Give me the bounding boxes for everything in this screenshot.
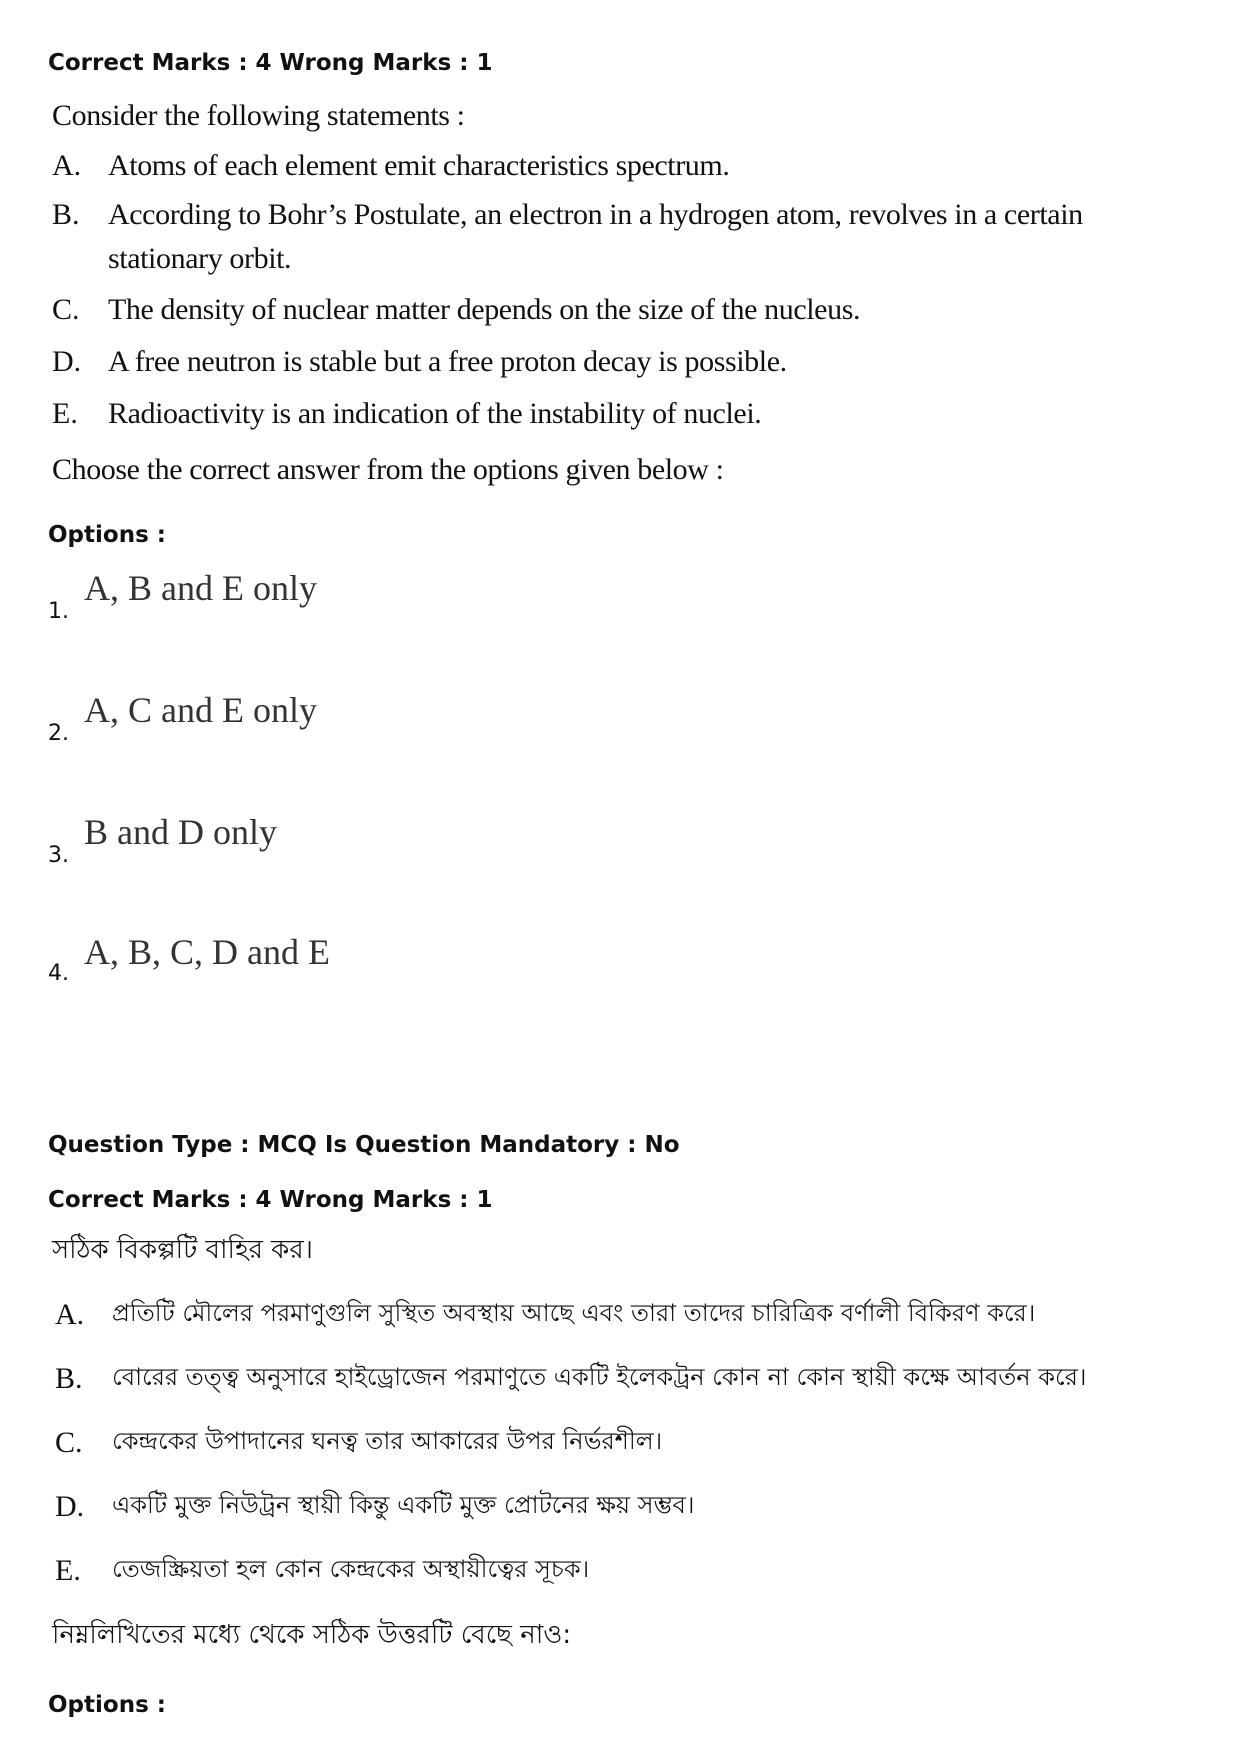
statement-letter: A. xyxy=(52,149,82,182)
marks-line: Correct Marks : 4 Wrong Marks : 1 xyxy=(48,1187,493,1213)
statement-letter: E. xyxy=(55,1554,81,1587)
choose-instruction: Choose the correct answer from the options given below : xyxy=(52,453,724,486)
option-text: A, B and E only xyxy=(84,568,317,608)
statement-letter: D. xyxy=(52,345,82,378)
statement-text-continued: stationary orbit. xyxy=(108,242,292,275)
option-number: 1. xyxy=(48,599,69,624)
statement-text: প্রতিটি মৌলের পরমাণুগুলি সুস্থিত অবস্থায় আছে এবং তারা তাদের চারিত্রিক বর্ণালী বিকিরণ করে। xyxy=(112,1299,1036,1327)
statement-letter: C. xyxy=(55,1426,83,1459)
marks-line: Correct Marks : 4 Wrong Marks : 1 xyxy=(48,50,493,76)
option-text: B and D only xyxy=(84,812,277,852)
option-number: 4. xyxy=(48,961,69,986)
statement-letter: B. xyxy=(52,198,80,231)
statement-letter: C. xyxy=(52,293,80,326)
options-label: Options : xyxy=(48,522,166,548)
statement-text: একটি মুক্ত নিউট্রন স্থায়ী কিন্তু একটি মুক্ত প্রোটনের ক্ষয় সম্ভব। xyxy=(112,1491,695,1519)
question-intro: Consider the following statements : xyxy=(52,99,465,132)
statement-text: বোরের তত্ত্ব অনুসারে হাইড্রোজেন পরমাণুতে একটি ইলেকট্রন কোন না কোন স্থায়ী কক্ষে আবর্তন করে। xyxy=(112,1363,1087,1391)
option-text: A, C and E only xyxy=(84,690,317,730)
option-number: 3. xyxy=(48,843,69,868)
choose-instruction-bengali: নিম্নলিখিতের মধ্যে থেকে সঠিক উত্তরটি বেছে নাও: xyxy=(52,1620,572,1650)
statement-text: The density of nuclear matter depends on the size of the nucleus. xyxy=(108,293,861,326)
statement-text: Atoms of each element emit characteristics spectrum. xyxy=(108,149,730,182)
option-number: 2. xyxy=(48,721,69,746)
question-type-line: Question Type : MCQ Is Question Mandatory : No xyxy=(48,1132,680,1158)
question-intro-bengali: সঠিক বিকল্পটি বাহির কর। xyxy=(52,1235,313,1265)
statement-text: A free neutron is stable but a free proton decay is possible. xyxy=(108,345,787,378)
statement-letter: B. xyxy=(55,1362,83,1395)
statement-text: According to Bohr’s Postulate, an electron in a hydrogen atom, revolves in a certain xyxy=(108,198,1083,231)
option-text: A, B, C, D and E xyxy=(84,932,330,972)
statement-letter: D. xyxy=(55,1490,85,1523)
statement-text: কেন্দ্রকের উপাদানের ঘনত্ব তার আকারের উপর নির্ভরশীল। xyxy=(112,1427,663,1455)
options-label: Options : xyxy=(48,1692,166,1718)
statement-letter: A. xyxy=(55,1298,85,1331)
statement-text: Radioactivity is an indication of the instability of nuclei. xyxy=(108,397,762,430)
statement-letter: E. xyxy=(52,397,78,430)
statement-text: তেজস্ক্রিয়তা হল কোন কেন্দ্রকের অস্থায়ীত্বের সূচক। xyxy=(112,1555,590,1583)
